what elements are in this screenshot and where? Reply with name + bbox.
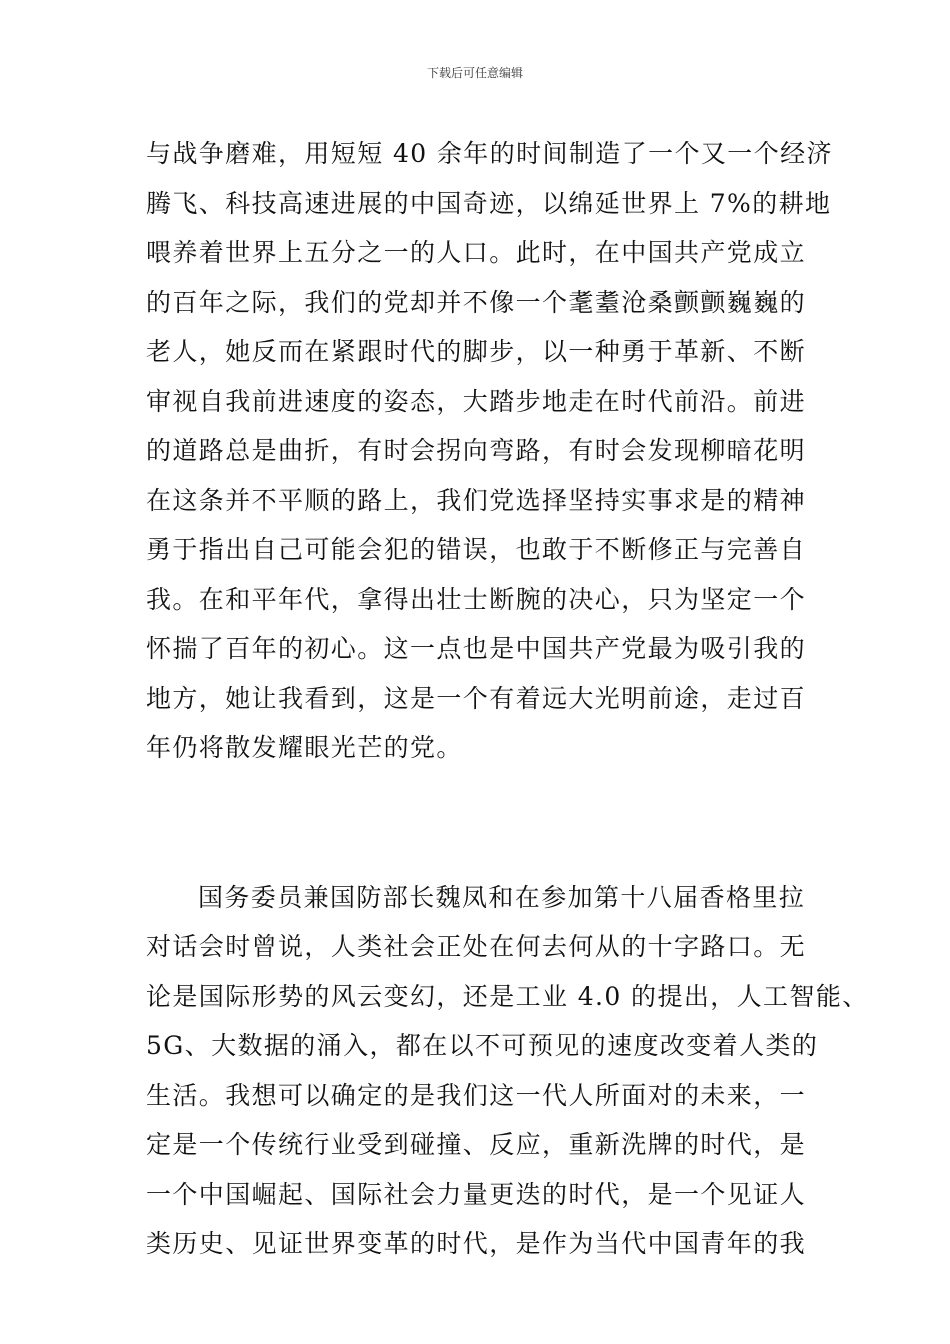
- text-line: 怀揣了百年的初心。这一点也是中国共产党最为吸引我的: [146, 634, 807, 663]
- document-body: [146, 129, 869, 1269]
- text-line: 老人，她反而在紧跟时代的脚步，以一种勇于革新、不断: [146, 337, 807, 366]
- text-line: 生活。我想可以确定的是我们这一代人所面对的未来，一: [146, 1080, 807, 1110]
- paragraph-crossroads: [146, 873, 869, 1269]
- text-line: 勇于指出自己可能会犯的错误，也敢于不断修正与完善自: [146, 535, 807, 564]
- text-line: 我。在和平年代，拿得出壮士断腕的决心，只为坚定一个: [146, 584, 807, 614]
- text-line: 5G、大数据的涌入，都在以不可预见的速度改变着人类的: [146, 1031, 819, 1060]
- text-line: 一个中国崛起、国际社会力量更迭的时代，是一个见证人: [146, 1179, 807, 1209]
- text-line: 对话会时曾说，人类社会正处在何去何从的十字路口。无: [146, 932, 807, 961]
- text-line: 与战争磨难，用短短 40 余年的时间制造了一个又一个经济: [146, 139, 833, 168]
- text-line: 定是一个传统行业受到碰撞、反应，重新洗牌的时代，是: [146, 1130, 807, 1159]
- text-line: 腾飞、科技高速进展的中国奇迹，以绵延世界上 7%的耕地: [146, 188, 832, 218]
- text-line-indented: 国务委员兼国防部长魏凤和在参加第十八届香格里拉: [198, 882, 806, 912]
- paragraph-party-century: [146, 129, 833, 773]
- paragraph-gap: [146, 773, 816, 873]
- page-header-note: 下载后可任意编辑: [426, 66, 523, 80]
- text-line: 年仍将散发耀眼光芒的党。: [146, 733, 463, 762]
- text-line: 地方，她让我看到，这是一个有着远大光明前途，走过百: [146, 683, 807, 713]
- text-line: 的道路总是曲折，有时会拐向弯路，有时会发现柳暗花明: [146, 436, 807, 465]
- text-line: 在这条并不平顺的路上，我们党选择坚持实事求是的精神: [146, 485, 807, 515]
- text-line: 论是国际形势的风云变幻，还是工业 4.0 的提出，人工智能、: [146, 981, 869, 1011]
- text-line: 审视自我前进速度的姿态，大踏步地走在时代前沿。前进: [146, 386, 807, 416]
- text-line: 的百年之际，我们的党却并不像一个耄耋沧桑颤颤巍巍的: [146, 287, 807, 317]
- text-line: 类历史、见证世界变革的时代，是作为当代中国青年的我: [146, 1229, 807, 1258]
- text-line: 喂养着世界上五分之一的人口。此时，在中国共产党成立: [146, 238, 807, 267]
